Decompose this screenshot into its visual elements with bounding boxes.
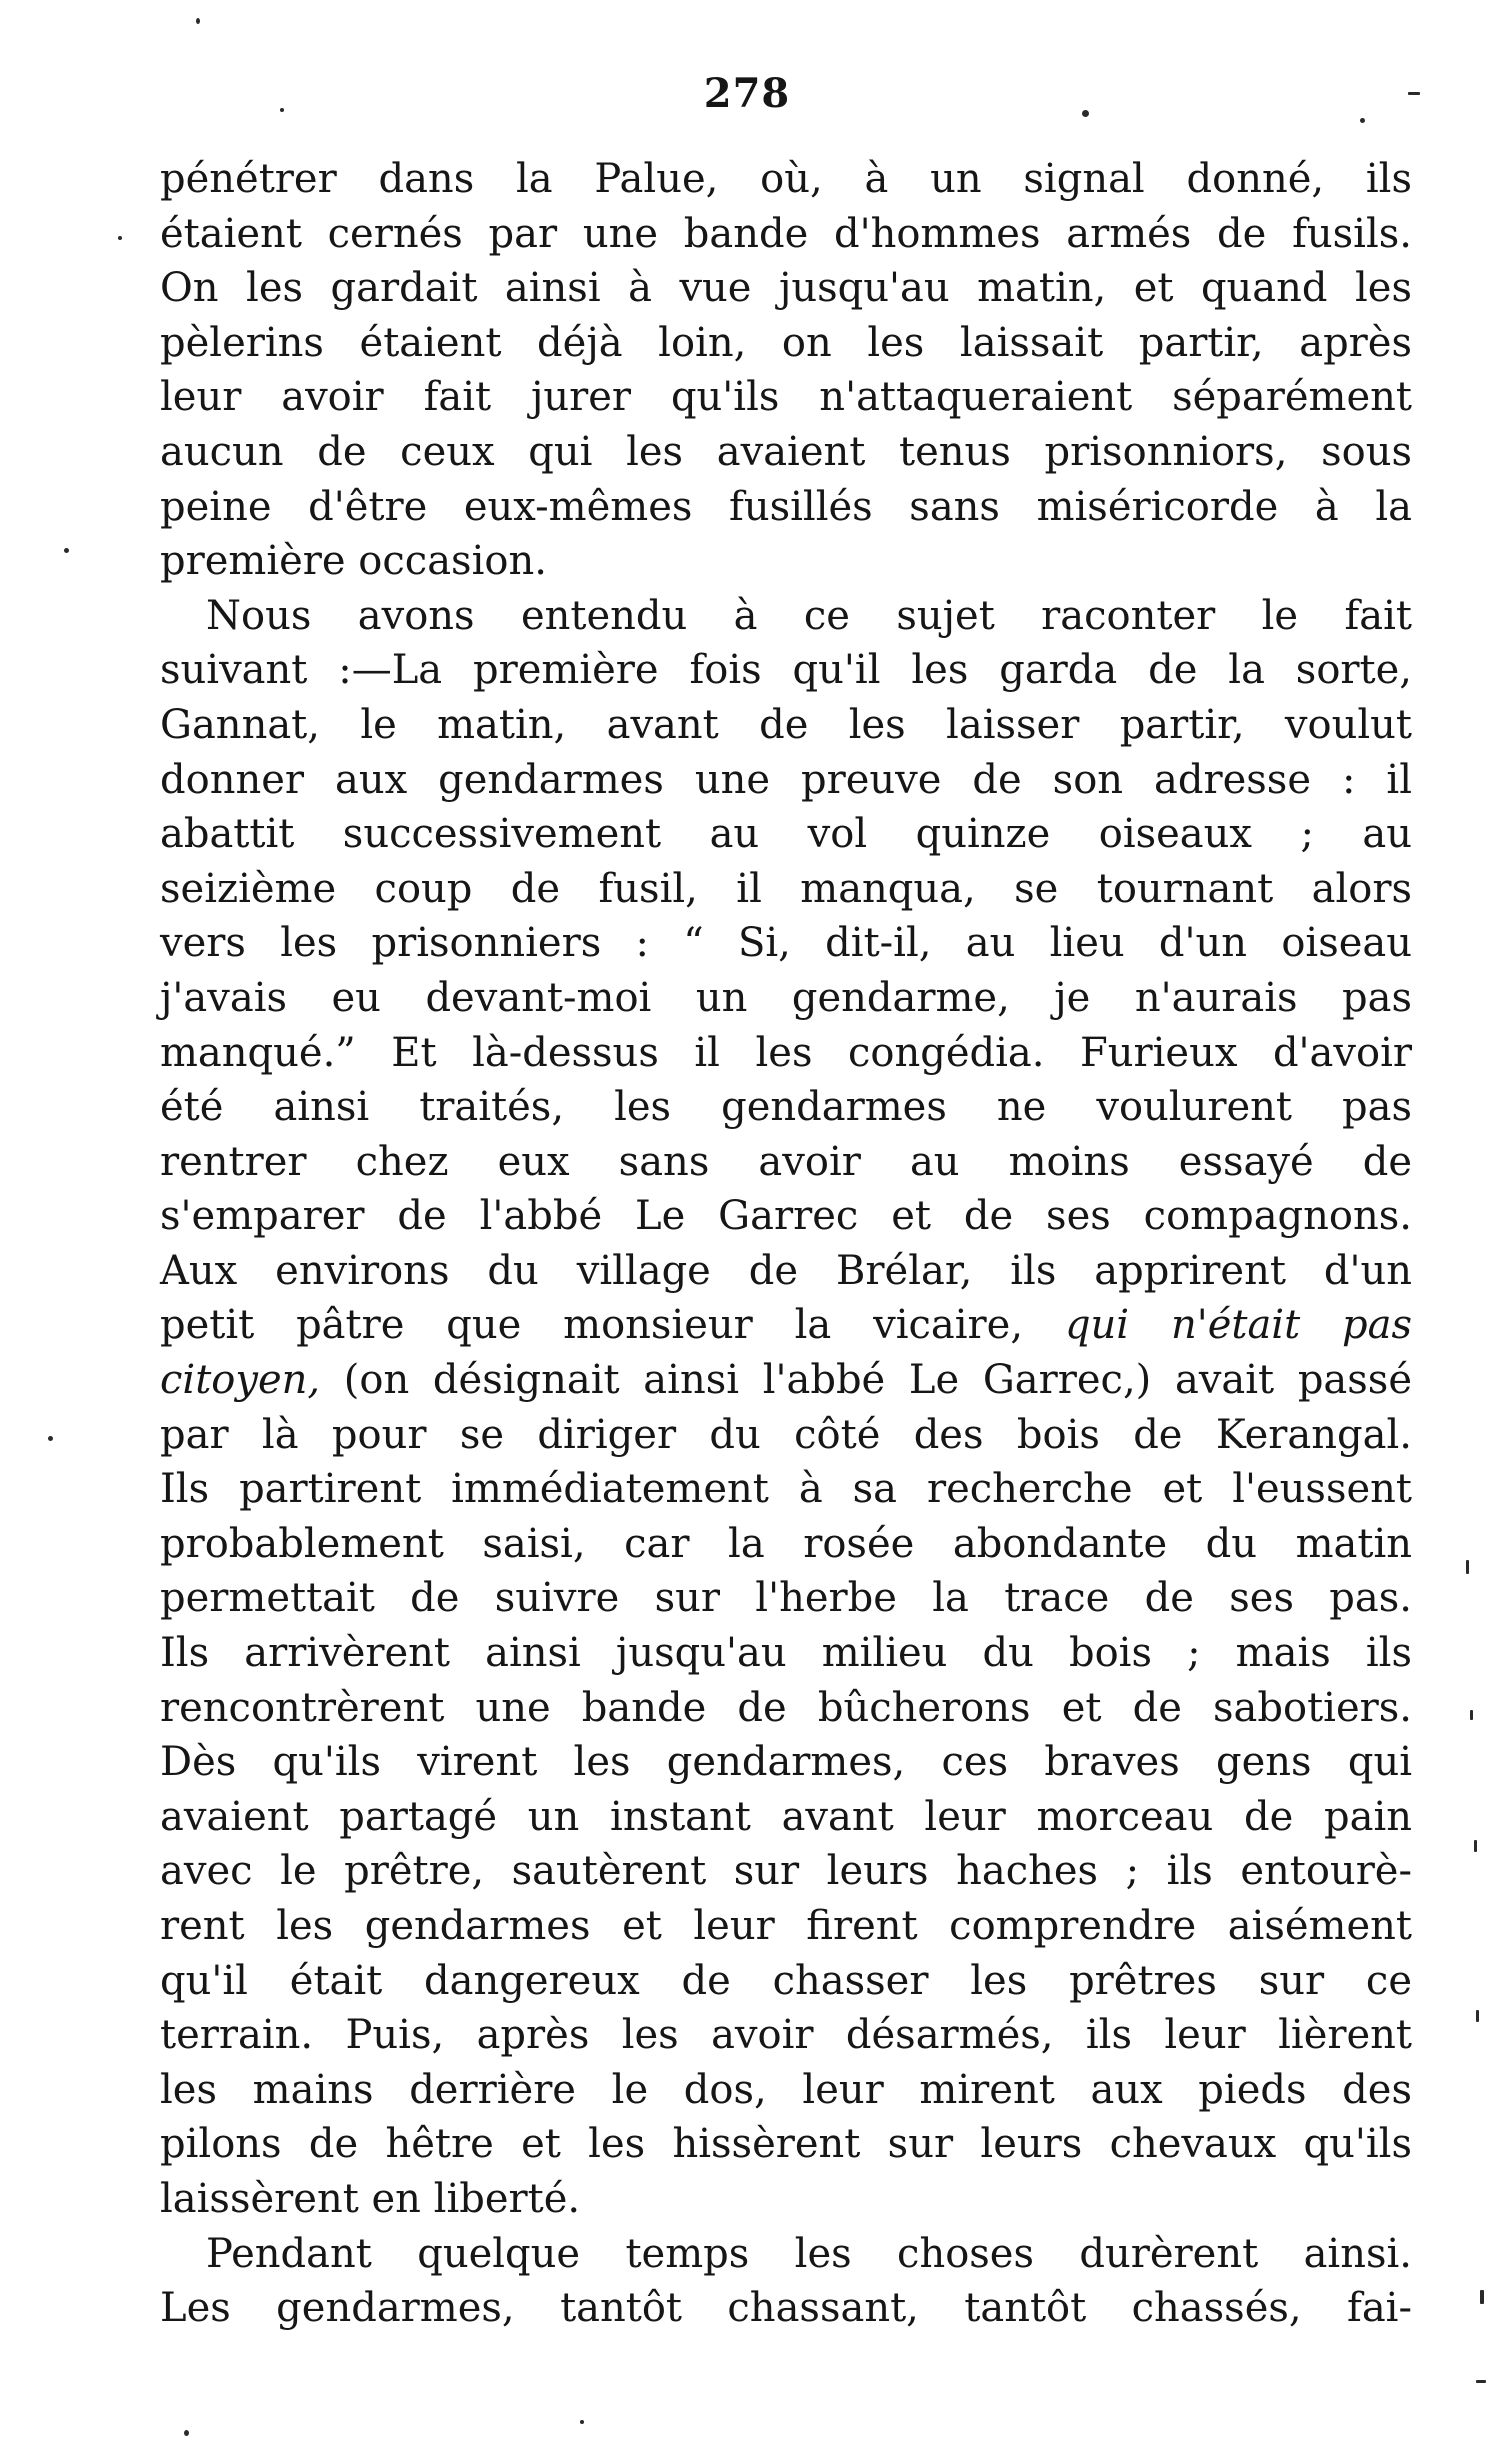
text-line: seizième coup de fusil, il manqua, se tournant alors: [160, 865, 1412, 912]
text-line: permettait de suivre sur l'herbe la trace de ses pas.: [160, 1575, 1412, 1622]
text-line: leur avoir fait jurer qu'ils n'attaqueraient séparément: [160, 374, 1412, 421]
text-line: abattit successivement au vol quinze oiseaux ; au: [160, 811, 1412, 858]
body-text: [160, 152, 1412, 2336]
text-line: été ainsi traités, les gendarmes ne voulurent pas: [160, 1084, 1412, 1131]
text-line: aucun de ceux qui les avaient tenus prisonniors, sous: [160, 428, 1412, 475]
text-line: Dès qu'ils virent les gendarmes, ces braves gens qui: [160, 1739, 1412, 1786]
text-line: donner aux gendarmes une preuve de son adresse : il: [160, 756, 1412, 803]
text-line: pèlerins étaient déjà loin, on les laissait partir, après: [160, 319, 1412, 366]
text-line: On les gardait ainsi à vue jusqu'au matin, et quand les: [160, 265, 1412, 312]
scan-speck: [1082, 110, 1089, 117]
scan-speck: [64, 548, 69, 553]
text-line: suivant :—La première fois qu'il les garda de la sorte,: [160, 647, 1412, 694]
text-line: j'avais eu devant-moi un gendarme, je n'aurais pas: [160, 974, 1412, 1021]
scan-speck: [580, 2420, 584, 2424]
text-line: avaient partagé un instant avant leur morceau de pain: [160, 1793, 1412, 1840]
text-line: laissèrent en liberté.: [160, 2175, 581, 2222]
text-line: Pendant quelque temps les choses durèrent ainsi.: [206, 2230, 1412, 2277]
scan-speck: [1474, 1840, 1477, 1852]
scan-speck: [1476, 2380, 1486, 2383]
text-line: rent les gendarmes et leur firent comprendre aisément: [160, 1903, 1412, 1949]
text-line: première occasion.: [160, 538, 547, 585]
text-line: les mains derrière le dos, leur mirent aux pieds des: [160, 2066, 1412, 2113]
text-line: avec le prêtre, sautèrent sur leurs haches ; ils entourè-: [160, 1848, 1412, 1895]
italic-text: citoyen,: [160, 1357, 321, 1404]
text-line: peine d'être eux-mêmes fusillés sans miséricorde à la: [160, 483, 1412, 530]
text-line: Gannat, le matin, avant de les laisser partir, voulut: [160, 701, 1412, 748]
text-line: [160, 1353, 1412, 1408]
scan-speck: [1466, 1560, 1469, 1574]
text-line: qu'il était dangereux de chasser les prêtres sur ce: [160, 1957, 1412, 2004]
scan-speck: [1408, 92, 1420, 95]
text-line: terrain. Puis, après les avoir désarmés, ils leur lièrent: [160, 2012, 1412, 2059]
scan-speck: [118, 236, 122, 240]
text-line: étaient cernés par une bande d'hommes armés de fusils.: [160, 210, 1412, 257]
scan-speck: [1480, 2290, 1484, 2304]
scan-speck: [196, 18, 200, 24]
text-line: pilons de hêtre et les hissèrent sur leurs chevaux qu'ils: [160, 2121, 1412, 2168]
paragraph-2: [160, 589, 1412, 2227]
paragraph-1: [160, 152, 1412, 589]
text-line: par là pour se diriger du côté des bois de Kerangal.: [160, 1411, 1412, 1458]
text-line: manqué.” Et là-dessus il les congédia. Furieux d'avoir: [160, 1029, 1412, 1076]
text-line: Aux environs du village de Brélar, ils apprirent d'un: [160, 1247, 1412, 1294]
page-number: 278: [703, 70, 791, 117]
text-line: vers les prisonniers : “ Si, dit-il, au lieu d'un oiseau: [160, 920, 1412, 967]
scan-speck: [184, 2430, 189, 2436]
text-line: s'emparer de l'abbé Le Garrec et de ses compagnons.: [160, 1193, 1412, 1240]
text-run: petit pâtre que monsieur la vicaire,: [160, 1302, 1024, 1349]
text-line: Ils partirent immédiatement à sa recherche et l'eussent: [160, 1466, 1412, 1513]
scan-speck: [1470, 1710, 1473, 1720]
text-run: (on désignait ainsi l'abbé Le Garrec,) avait passé: [343, 1357, 1412, 1404]
italic-text: qui n'était pas: [1064, 1302, 1412, 1349]
scan-speck: [280, 108, 284, 112]
scan-speck: [1360, 118, 1365, 123]
text-line: [160, 1298, 1412, 1353]
text-line: Nous avons entendu à ce sujet raconter le fait: [206, 592, 1412, 639]
text-line: probablement saisi, car la rosée abondante du matin: [160, 1520, 1412, 1567]
scan-speck: [1476, 2010, 1479, 2022]
text-line: rentrer chez eux sans avoir au moins essayé de: [160, 1138, 1412, 1185]
text-line: Les gendarmes, tantôt chassant, tantôt chassés, fai-: [160, 2285, 1412, 2332]
text-line: Ils arrivèrent ainsi jusqu'au milieu du bois ; mais ils: [160, 1630, 1412, 1677]
text-line: rencontrèrent une bande de bûcherons et de sabotiers.: [160, 1684, 1412, 1731]
text-line: pénétrer dans la Palue, où, à un signal donné, ils: [160, 156, 1412, 202]
scan-speck: [48, 1436, 53, 1441]
paragraph-3: [160, 2227, 1412, 2336]
